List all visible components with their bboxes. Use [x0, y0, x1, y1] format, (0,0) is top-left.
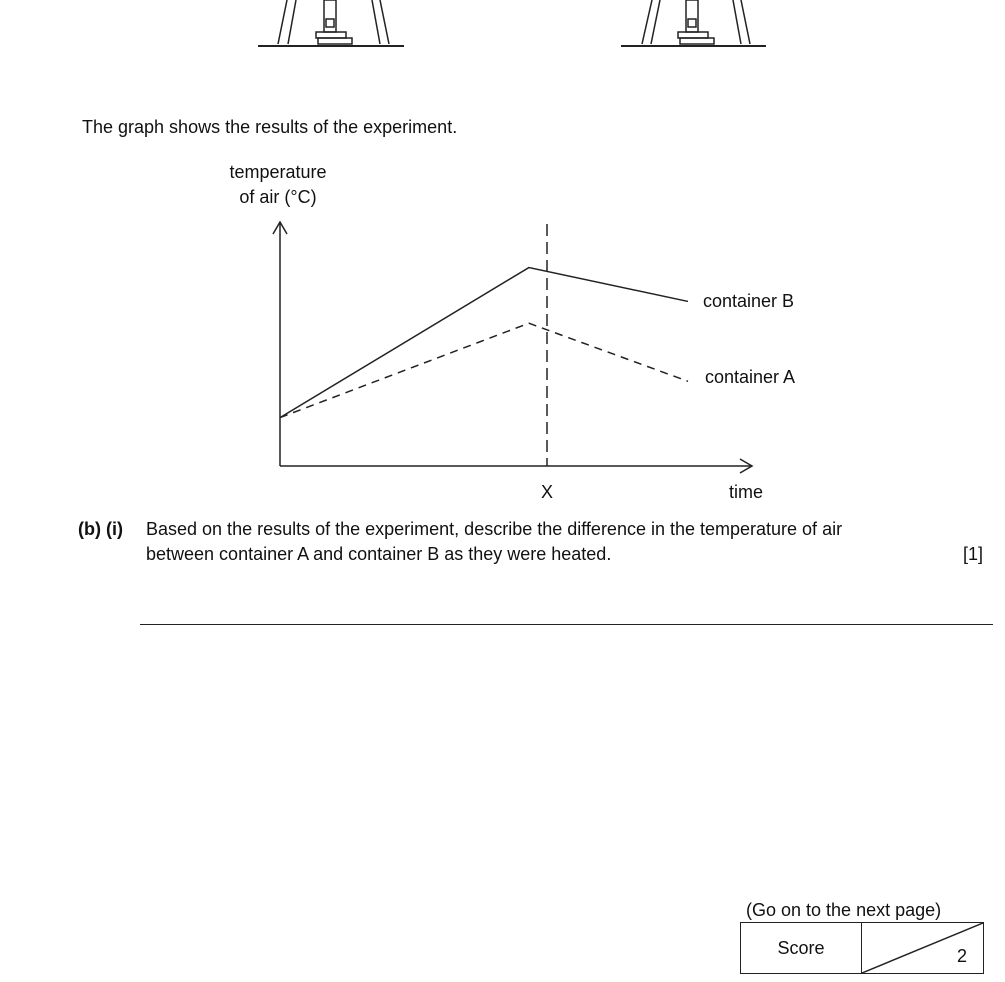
y-axis-label-line1: temperature: [229, 162, 327, 182]
answer-line[interactable]: [140, 624, 993, 625]
go-on-text: (Go on to the next page): [746, 900, 942, 920]
series-label-container-a: container A: [705, 367, 796, 387]
question-b-i: [78, 517, 993, 567]
y-axis-label-line2: of air (°C): [239, 187, 317, 207]
question-marks: [1]: [962, 544, 983, 564]
question-text-line1: Based on the results of the experiment, describe the difference in the temperature of air: [146, 519, 843, 539]
intro-text: The graph shows the results of the experiment.: [82, 117, 458, 137]
series-line-container-a: [280, 323, 688, 417]
score-label: Score: [741, 923, 862, 973]
score-total: 2: [956, 946, 967, 966]
question-number: (b) (i): [78, 519, 123, 539]
series-line-container-b: [280, 268, 688, 418]
series-label-container-b: container B: [703, 291, 795, 311]
x-axis-label: time: [728, 482, 764, 502]
score-box: [740, 922, 984, 974]
question-text-line2: between container A and container B as they were heated.: [146, 544, 612, 564]
x-marker-label: X: [540, 482, 554, 502]
